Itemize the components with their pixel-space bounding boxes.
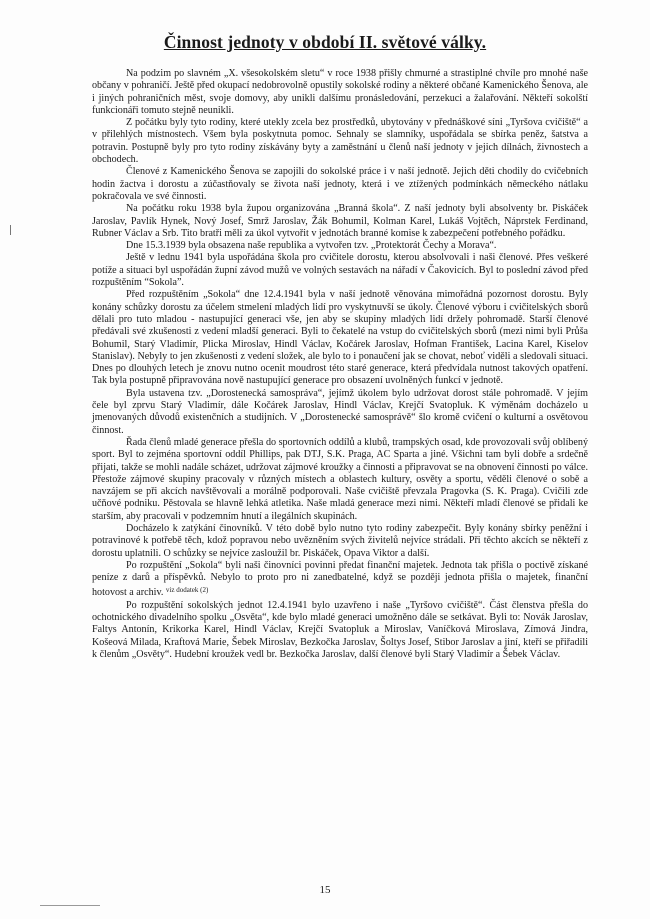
scan-edge-mark <box>40 905 100 906</box>
paragraph: Po rozpuštění sokolských jednot 12.4.1941 bylo uzavřeno i naše „Tyršovo cvičiště“. Část členstva přešla do ochotnického divadelního spolku „Osvěta“, kde bylo mladé generaci umožněno dále se setkávat. Byli to: Novák Jaroslav, Faltys Antonín, Krikorka Karel, Hindl Václav, Krejčí Svatopluk a Miroslav, Vaníčková Miroslava, Zímová Jindra, Košeová Milada, Kraftová Marie, Šebek Miroslav, Bezkočka Jaroslav, Šoltys Josef, Stibor Jaroslav a jiní, kteří se přiřadili k členům „Osvěty“. Hudební kroužek vedl br. Bezkočka Jaroslav, další členové byli Starý Vladimír a Šebek Václav. <box>92 599 588 660</box>
paragraph-text: Po rozpuštění „Sokola“ byli naši činovníci povinni předat finanční majetek. Jednota tak přišla o poctivě získané peníze z darů a příspěvků. Nebylo to proto pro ni zanedbatelné, když se později jednota přišla o majetek, finanční hotovost a archiv. <box>92 559 588 599</box>
paragraph: Dne 15.3.1939 byla obsazena naše republika a vytvořen tzv. „Protektorát Čechy a Morava“. <box>126 240 497 252</box>
paragraph: Členové z Kamenického Šenova se zapojili do sokolské práce i v naší jednotě. Jejich děti chodily do cvičebních hodin žactva i dorostu a zúčastňovaly se života naší jednoty, která i ve ztížených podmínkách německého nátlaku pokračovala ve své činnosti. <box>92 166 588 202</box>
article-body <box>92 68 588 661</box>
paragraph: Na podzim po slavném „X. všesokolském sletu“ v roce 1938 přišly chmurné a strastiplné chvíle pro mnohé naše občany v pohraničí. Ještě před okupací nedobrovolně opustily sokolské rodiny a některé občané Kamenického Šenova, ale i jiných pohraničních měst, svoje domovy, aby unikli dalšímu pronásledování, perzekuci a žalařování. Někteří sokolští funkcionáři tomuto stejně neunikli. <box>92 68 588 116</box>
page-number: 15 <box>319 884 331 896</box>
paragraph: Před rozpuštěním „Sokola“ dne 12.4.1941 byla v naší jednotě věnována mimořádná pozornost dorostu. Byly konány schůzky dorostu za účelem stmelení mladých lidí pro vyskytnuvší se úkoly. Členové výboru i cvičitelských sborů dělali pro tuto mladou - nastupující generaci vše, jen aby se skupiny mladých lidí držely pohromadě. Starší členové předávali své zkušenosti z vedení mladší generaci. Byli to čekatelé na vstup do cvičitelských sborů (mezi nimi byli Průša Bohumil, Starý Vladimír, Plicka Miroslav, Hindl Václav, Kočárek Jaroslav, Hofman František, Lacina Karel, Kiselov Stanislav). Nebyly to jen zkušenosti z vedení složek, ale bylo to i ponaučení jak se chovat, neboť viděli a sledovali situaci. Dnes po dlouhých letech je znovu nutno ocenit moudrost této staré generace, která předvídala nutnost takových opatření. Tak byla postupně připravována nově nastupující generace pro obsazení uvolněných funkcí v jednotě. <box>92 289 588 387</box>
paragraph: Byla ustavena tzv. „Dorostenecká samospráva“, jejímž úkolem bylo udržovat dorost stále pohromadě. V jejím čele byl zprvu Starý Vladimír, dále Kočárek Jaroslav, Hindl Václav, Krejčí Svatopluk. K výměnám docházelo u jmenovaných důvodů existenčních a studijních. V „Dorostenecké samosprávě“ šlo kromě cvičení o kulturní a osvětovou činnost. <box>92 387 588 436</box>
paragraph: Řada členů mladé generace přešla do sportovních oddílů a klubů, trampských osad, kde provozovali svůj oblíbený sport. Byl to zejména sportovní oddíl Phillips, pak DTJ, S.K. Praga, AC Sparta a jiné. Všichni tam byli dobře a srdečně přijati, takže se mohli nadále scházet, udržovat zájmové kroužky a činnosti a připravovat se na obnovení činnosti po válce. Přestože zájmové skupiny pracovaly v různých místech a oblastech kultury, osvěty a sportu, věděli členové o sobě a navzájem se při akcích navštěvovali a morálně podporovali. Naše cvičiště převzala Pragovka (S. K. Praga). Cvičili zde učňové podniku. Pěstovala se hlavně lehká atletika. Naše mladá generace mezi nimi. Někteří mladí členové se přidali ke starším, aby pracovali v podzemním hnutí a ilegálních skupinách. <box>92 436 588 522</box>
appendix-note: viz dodatek (2) <box>165 586 209 595</box>
paragraph-with-note <box>92 560 588 600</box>
page-title: Činnost jednoty v období II. světové války. <box>163 32 487 52</box>
margin-mark <box>10 225 11 235</box>
paragraph: Z počátku byly tyto rodiny, které utekly zcela bez prostředků, ubytovány v přednáškové síni „Tyršova cvičiště“ a v přilehlých místnostech. Všem byla poskytnuta pomoc. Sehnaly se slamníky, uspořádala se sbírka peněz, šatstva a potravin. Postupně byly pro tyto rodiny získávány byty a zaměstnání u členů naší jednoty v jejich dílnách, živnostech a obchodech. <box>92 117 588 166</box>
paragraph: Docházelo k zatýkání činovníků. V této době bylo nutno tyto rodiny zabezpečit. Byly konány sbírky peněžní i potravinové k potřebě těch, kdož popravou nebo uvězněním svých živitelů nejvíce strádali. Při těchto akcích se někteří z dorostu uplatnili. O schůzky se nejvíce zasloužil br. Piskáček, Opava Viktor a další. <box>92 522 588 559</box>
paragraph: Na počátku roku 1938 byla župou organizována „Branná škola“. Z naší jednoty byli absolventy br. Piskáček Jaroslav, Pavlík Hynek, Nový Josef, Smrž Jaroslav, Žák Bohumil, Kolman Karel, Lukáš Vojtěch, Náprstek Ferdinand, Rubner Václav a Srb. Tito bratři měli za úkol vytvořit v jednotách branné komise k zabezpečení potřebného pořádku. <box>92 203 588 239</box>
paragraph: Ještě v lednu 1941 byla uspořádána škola pro cvičitele dorostu, kterou absolvovali i naši členové. Přes veškeré potíže a situaci byl uspořádán župní závod mužů ve volných sestavách na nářadí v Čakovicích. Byl to poslední závod před rozpuštěním “Sokola”. <box>92 252 588 289</box>
